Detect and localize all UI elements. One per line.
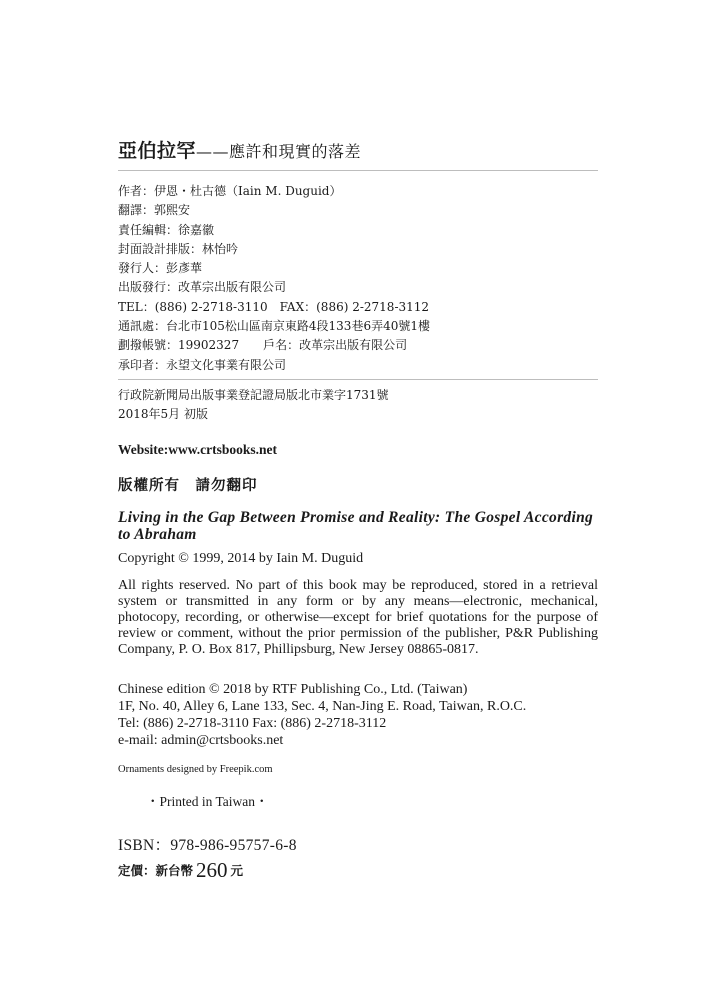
credits-block [118,182,430,375]
chinese-edition-address: 1F, No. 40, Alley 6, Lane 133, Sec. 4, Nan-Jing E. Road, Taiwan, R.O.C. [118,699,527,714]
registration-edition: 2018年5月 初版 [118,407,208,421]
credit-address: 通訊處：台北市105松山區南京東路4段133巷6弄40號1樓 [118,319,430,334]
rights-paragraph: All rights reserved. No part of this book may be reproduced, stored in a retrieval system or transmitted in any form or by any means—electronic, mechanical, photocopy, recording, or otherwise—except for brief quotations for the purpose of review or comment, without the prior permission of the publisher, P&R Publishing Company, P. O. Box 817, Phillipsburg, New Jersey 08865-0817. [118,578,598,657]
isbn: ISBN：978-986-95757-6-8 [118,837,297,854]
price-unit: 元 [230,863,244,878]
credit-author: 作者：伊恩・杜古德（Iain M. Duguid） [118,184,342,198]
credit-phone-fax: TEL：(886) 2-2718-3110 FAX：(886) 2-2718-3112 [118,299,430,314]
book-title-subtitle: ——應許和現實的落差 [196,142,362,161]
website: Website:www.crtsbooks.net [118,442,277,457]
chinese-edition-email: e-mail: admin@crtsbooks.net [118,733,284,748]
divider-top [118,170,598,171]
credit-translator: 翻譯：郭熙安 [118,203,191,218]
book-title-main: 亞伯拉罕 [118,140,197,162]
divider-middle [118,379,598,380]
copyright-line: Copyright © 1999, 2014 by Iain M. Duguid [118,551,364,566]
credit-publisher-person: 發行人：彭彥華 [118,261,203,276]
chinese-edition-block [118,681,526,749]
credit-account: 劃撥帳號：19902327 戶名：改革宗出版有限公司 [118,338,408,353]
credit-printer: 承印者：永望文化事業有限公司 [118,357,287,372]
credit-editor: 責任編輯：徐嘉徽 [118,222,215,237]
price [118,858,243,883]
chinese-edition-phone: Tel: (886) 2-2718-3110 Fax: (886) 2-2718-3112 [118,716,387,731]
printed-in: ・Printed in Taiwan・ [146,794,269,809]
book-title [118,136,361,163]
original-title: Living in the Gap Between Promise and Reality: The Gospel According to Abraham [118,509,594,543]
rights-notice: 版權所有 請勿翻印 [118,477,258,494]
registration-block [118,386,389,424]
credit-cover-design: 封面設計排版：林怡吟 [118,241,239,256]
chinese-edition-copyright: Chinese edition © 2018 by RTF Publishing Co., Ltd. (Taiwan) [118,682,468,697]
price-amount: 260 [196,858,228,882]
copyright-page [118,0,598,1000]
registration-license: 行政院新聞局出版事業登記證局版北市業字1731號 [118,388,389,402]
credit-publisher: 出版發行：改革宗出版有限公司 [118,280,287,295]
price-label: 定價：新台幣 [118,863,194,878]
ornaments-credit: Ornaments designed by Freepik.com [118,764,273,775]
